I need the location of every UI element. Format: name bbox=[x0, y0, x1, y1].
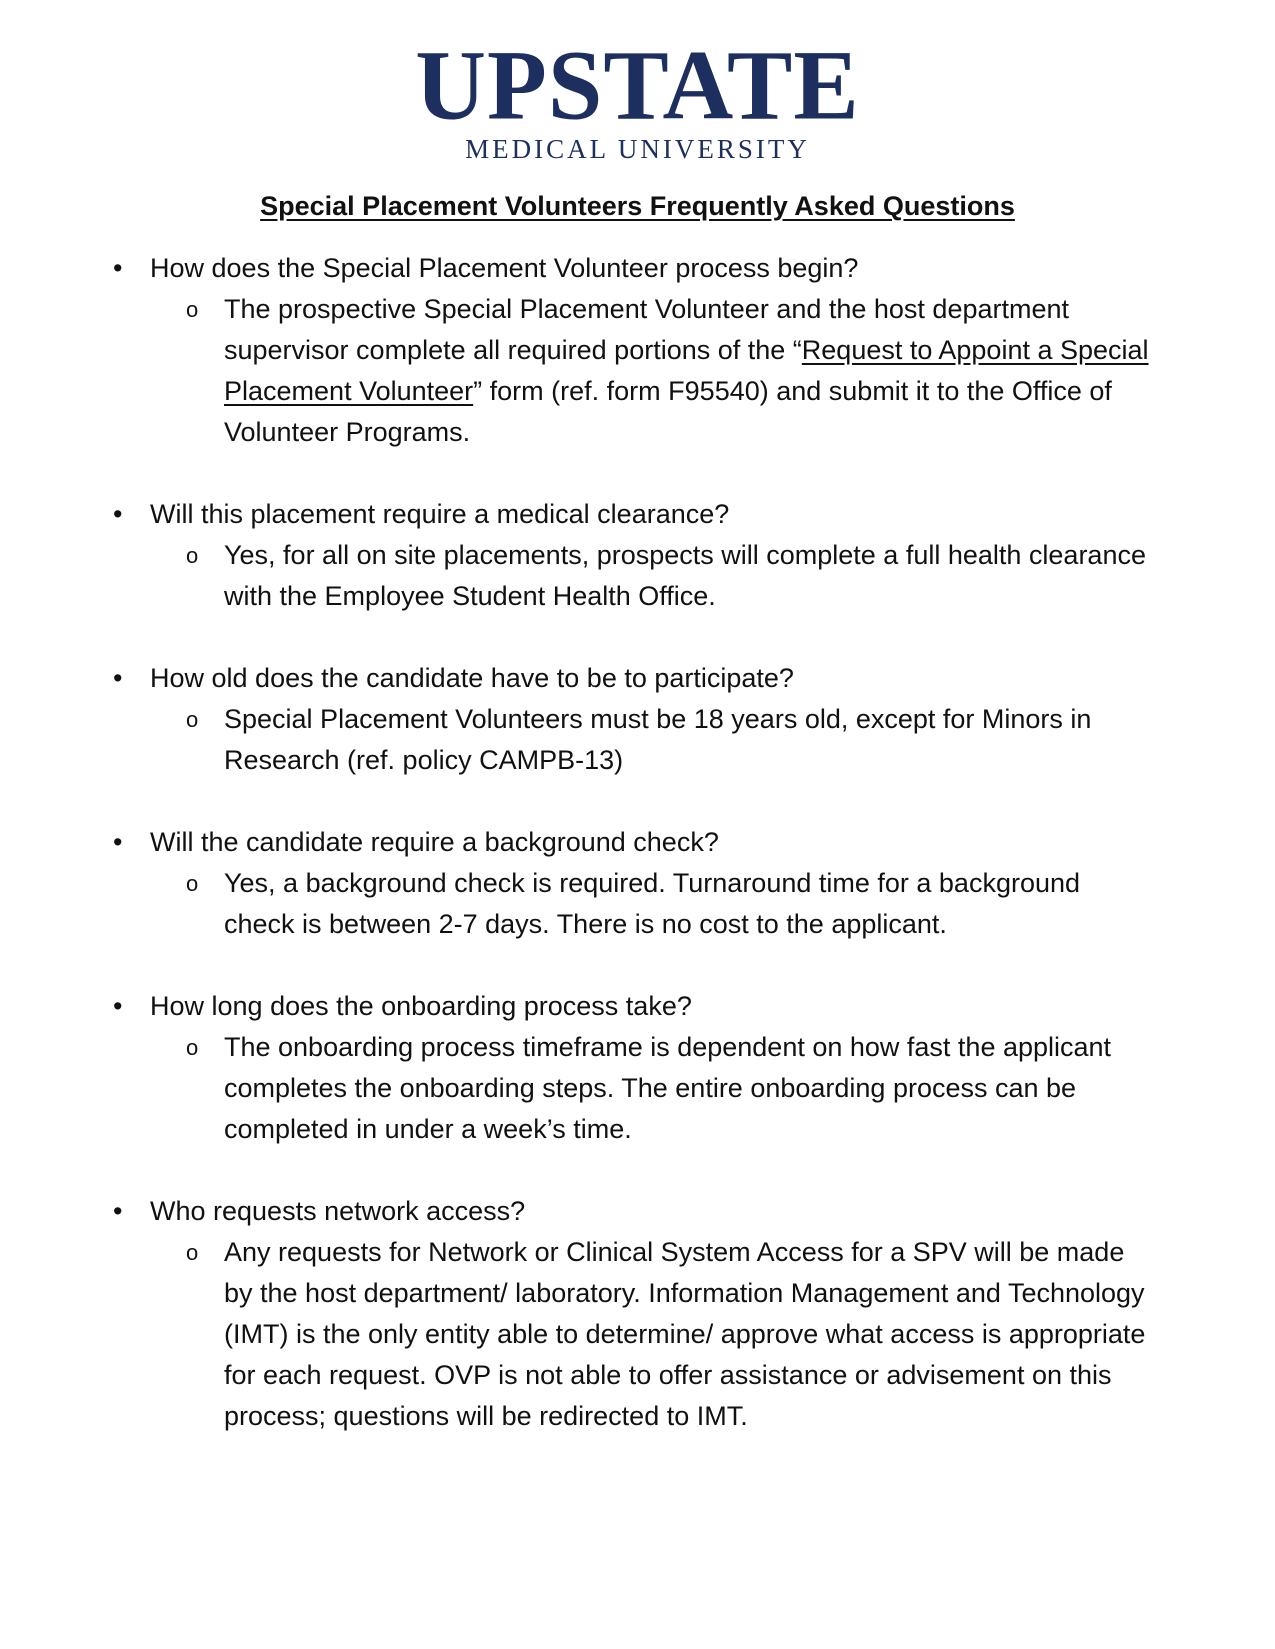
sub-bullet-icon: o bbox=[186, 1240, 199, 1265]
bullet-icon: • bbox=[113, 991, 123, 1021]
faq-answer bbox=[0, 535, 1275, 617]
answer-text: Yes, for all on site placements, prospects will complete a full health clearance with the Employee Student Health Office. bbox=[224, 540, 1146, 611]
answer-text: Any requests for Network or Clinical System Access for a SPV will be made by the host department/ laboratory. Information Management and Technology (IMT) is the only entity able to determine/ approve what access is appropriate for each request. OVP is not able to offer assistance or advisement on this process; questions will be redirected to IMT. bbox=[224, 1237, 1146, 1431]
answer-text: The onboarding process timeframe is dependent on how fast the applicant completes the onboarding steps. The entire onboarding process can be completed in under a week’s time. bbox=[224, 1032, 1112, 1144]
faq-question bbox=[0, 494, 1275, 535]
university-logo bbox=[0, 30, 1275, 164]
answer-text: Special Placement Volunteers must be 18 years old, except for Minors in Research (ref. policy CAMPB-13) bbox=[224, 704, 1092, 775]
sub-bullet-icon: o bbox=[186, 297, 199, 322]
sub-bullet-icon: o bbox=[186, 871, 199, 896]
faq-item bbox=[0, 1191, 1275, 1437]
bullet-icon: • bbox=[113, 1196, 123, 1226]
answer-text-pre: The prospective Special Placement Volunteer and the host department supervisor complete all required portions of the “ bbox=[224, 294, 1070, 365]
bullet-icon: • bbox=[113, 663, 123, 693]
sub-bullet-icon: o bbox=[186, 543, 199, 568]
question-text: How long does the onboarding process take? bbox=[150, 991, 692, 1021]
logo-subtitle: MEDICAL UNIVERSITY bbox=[465, 134, 810, 164]
faq-answer bbox=[0, 699, 1275, 781]
faq-answer bbox=[0, 289, 1275, 453]
faq-question bbox=[0, 822, 1275, 863]
faq-question bbox=[0, 248, 1275, 289]
answer-text-post: ” form (ref. form F95540) and submit it to the Office of Volunteer Programs. bbox=[224, 376, 1112, 447]
question-text: Who requests network access? bbox=[150, 1196, 526, 1226]
faq-list bbox=[0, 248, 1275, 1478]
question-text: Will the candidate require a background check? bbox=[150, 827, 719, 857]
bullet-icon: • bbox=[113, 827, 123, 857]
faq-question bbox=[0, 1191, 1275, 1232]
faq-item bbox=[0, 822, 1275, 945]
question-text: How does the Special Placement Volunteer process begin? bbox=[150, 253, 859, 283]
answer-text: Yes, a background check is required. Turnaround time for a background check is between 2-7 days. There is no cost to the applicant. bbox=[224, 868, 1081, 939]
question-text: Will this placement require a medical clearance? bbox=[150, 499, 730, 529]
sub-bullet-icon: o bbox=[186, 707, 199, 732]
bullet-icon: • bbox=[113, 253, 123, 283]
faq-item bbox=[0, 658, 1275, 781]
document-title: Special Placement Volunteers Frequently Asked Questions bbox=[260, 191, 1015, 221]
faq-answer bbox=[0, 1232, 1275, 1437]
question-text: How old does the candidate have to be to participate? bbox=[150, 663, 794, 693]
faq-answer bbox=[0, 863, 1275, 945]
form-link[interactable]: Request to Appoint a Special Placement Volunteer bbox=[224, 335, 1149, 406]
bullet-icon: • bbox=[113, 499, 123, 529]
faq-question bbox=[0, 658, 1275, 699]
faq-item bbox=[0, 248, 1275, 453]
faq-answer bbox=[0, 1027, 1275, 1150]
logo-wordmark: UPSTATE bbox=[415, 30, 860, 142]
sub-bullet-icon: o bbox=[186, 1035, 199, 1060]
faq-question bbox=[0, 986, 1275, 1027]
faq-item bbox=[0, 986, 1275, 1150]
faq-item bbox=[0, 494, 1275, 617]
